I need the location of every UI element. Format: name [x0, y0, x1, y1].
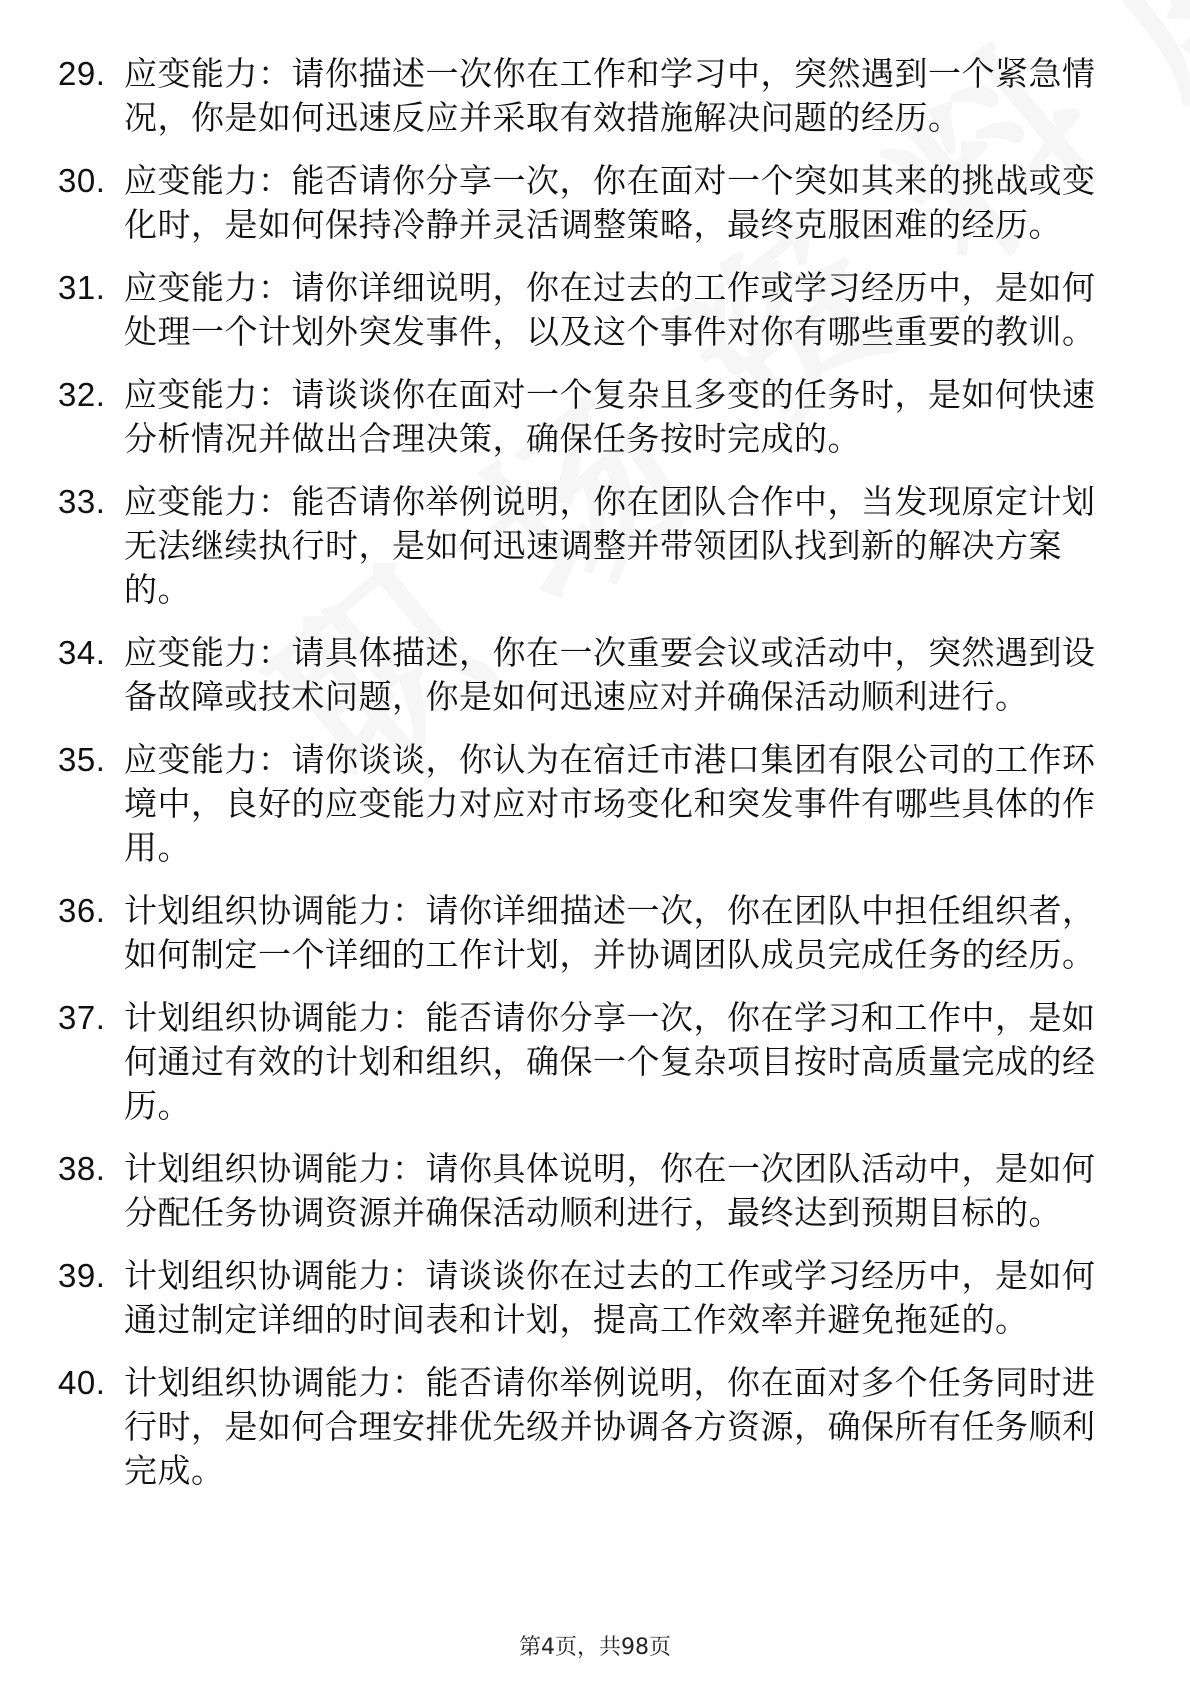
question-number: 33. [58, 483, 106, 520]
question-text: 应变能力：请你详细说明，你在过去的工作或学习经历中，是如何处理一个计划外突发事件，以及这个事件对你有哪些重要的教训。 [124, 268, 1096, 351]
question-number: 39. [58, 1257, 106, 1294]
question-number: 29. [58, 55, 106, 92]
question-item [58, 159, 1110, 247]
question-item [58, 1147, 1110, 1235]
question-item [58, 1361, 1110, 1493]
question-number: 37. [58, 999, 106, 1036]
question-item [58, 1254, 1110, 1342]
question-number: 40. [58, 1364, 106, 1401]
question-text: 应变能力：请你描述一次你在工作和学习中，突然遇到一个紧急情况，你是如何迅速反应并采取有效措施解决问题的经历。 [124, 54, 1096, 137]
page-footer [0, 1630, 1190, 1661]
question-text: 计划组织协调能力：能否请你分享一次，你在学习和工作中，是如何通过有效的计划和组织，确保一个复杂项目按时高质量完成的经历。 [124, 998, 1096, 1125]
question-number: 35. [58, 741, 106, 778]
question-text: 计划组织协调能力：能否请你举例说明，你在面对多个任务同时进行时，是如何合理安排优先级并协调各方资源，确保所有任务顺利完成。 [124, 1363, 1096, 1490]
page-number: 第4页，共98页 [519, 1635, 671, 1660]
question-item [58, 266, 1110, 354]
question-text: 计划组织协调能力：请你具体说明，你在一次团队活动中，是如何分配任务协调资源并确保活动顺利进行，最终达到预期目标的。 [124, 1149, 1096, 1232]
question-number: 34. [58, 634, 106, 671]
question-item [58, 889, 1110, 977]
question-text: 应变能力：请具体描述，你在一次重要会议或活动中，突然遇到设备故障或技术问题，你是如何迅速应对并确保活动顺利进行。 [124, 633, 1096, 716]
question-text: 应变能力：能否请你分享一次，你在面对一个突如其来的挑战或变化时，是如何保持冷静并灵活调整策略，最终克服困难的经历。 [124, 161, 1096, 244]
question-number: 31. [58, 269, 106, 306]
question-number: 30. [58, 162, 106, 199]
question-list [58, 52, 1110, 1512]
question-number: 38. [58, 1150, 106, 1187]
question-item [58, 738, 1110, 870]
question-text: 应变能力：请你谈谈，你认为在宿迁市港口集团有限公司的工作环境中，良好的应变能力对应对市场变化和突发事件有哪些具体的作用。 [124, 740, 1096, 867]
question-text: 计划组织协调能力：请谈谈你在过去的工作或学习经历中，是如何通过制定详细的时间表和计划，提高工作效率并避免拖延的。 [124, 1256, 1096, 1339]
question-item [58, 52, 1110, 140]
question-item [58, 373, 1110, 461]
question-text: 应变能力：能否请你举例说明，你在团队合作中，当发现原定计划无法继续执行时，是如何迅速调整并带领团队找到新的解决方案的。 [124, 482, 1096, 609]
question-number: 36. [58, 892, 106, 929]
question-item [58, 480, 1110, 612]
question-item [58, 631, 1110, 719]
question-item [58, 996, 1110, 1128]
question-number: 32. [58, 376, 106, 413]
question-text: 应变能力：请谈谈你在面对一个复杂且多变的任务时，是如何快速分析情况并做出合理决策，确保任务按时完成的。 [124, 375, 1096, 458]
question-text: 计划组织协调能力：请你详细描述一次，你在团队中担任组织者，如何制定一个详细的工作计划，并协调团队成员完成任务的经历。 [124, 891, 1096, 974]
